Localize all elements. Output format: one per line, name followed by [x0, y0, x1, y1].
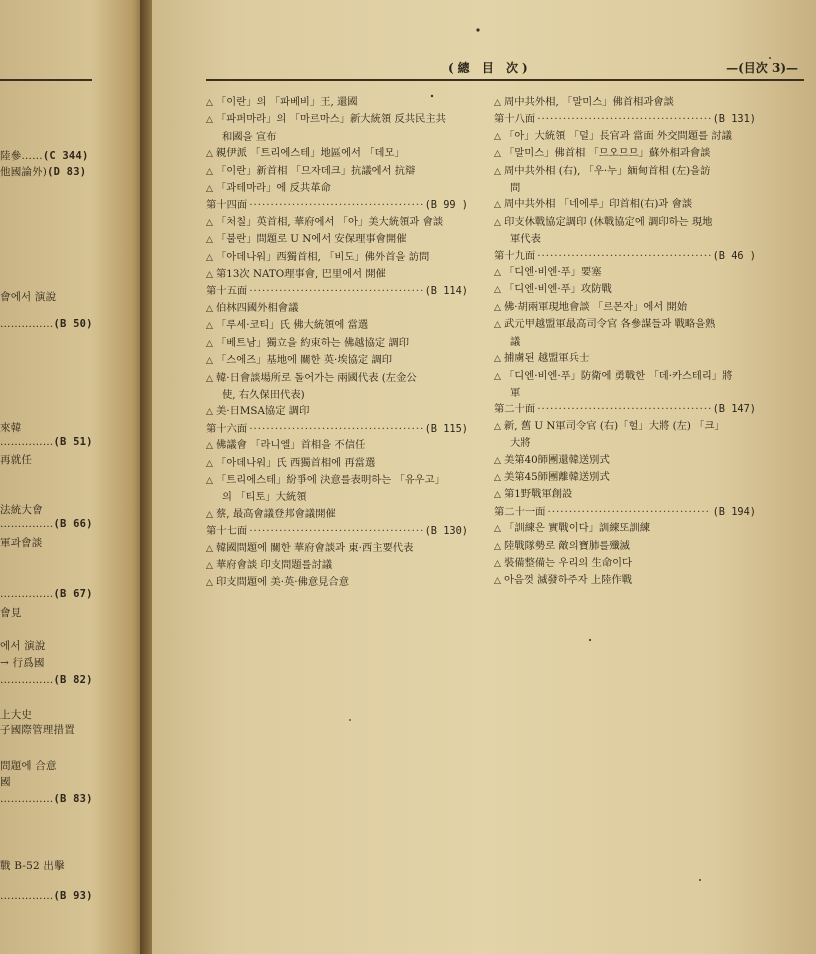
triangle-bullet-icon: △: [206, 441, 213, 452]
toc-item-text: 「디엔·비엔·푸」攻防戰: [504, 283, 612, 296]
page-header: [208, 57, 802, 79]
triangle-bullet-icon: △: [206, 270, 213, 281]
left-page-line: [0, 436, 93, 448]
triangle-bullet-icon: △: [206, 321, 213, 332]
toc-item-text: 「아데나워」氏 西獨首相에 再當選: [216, 456, 376, 469]
left-page-fragment: [0, 0, 150, 954]
section-page-ref: (B 114): [424, 285, 468, 298]
triangle-bullet-icon: △: [494, 302, 501, 313]
left-page-line-text: 問題에 合意: [0, 760, 57, 772]
section-label: 第十四面: [206, 199, 248, 212]
left-page-line: [0, 793, 93, 805]
toc-item: [206, 455, 468, 472]
toc-item-text: 「파퍼마라」의 「마르마스」新大統領 反共民主共: [216, 113, 446, 126]
triangle-bullet-icon: △: [494, 421, 501, 432]
triangle-bullet-icon: △: [206, 407, 213, 418]
toc-item: [206, 437, 468, 454]
toc-item-text: 伯林四國外相會議: [216, 301, 299, 314]
section-label: 第十九面: [494, 249, 536, 262]
toc-item: [206, 300, 468, 317]
toc-item: [206, 352, 468, 369]
toc-item: [494, 368, 756, 402]
triangle-bullet-icon: △: [206, 166, 213, 177]
dot-leader: [249, 197, 422, 213]
left-page-line-ref: (D 83): [47, 166, 87, 178]
page-title: (總 目 次): [448, 61, 532, 75]
triangle-bullet-icon: △: [206, 252, 213, 263]
dot-leader: [249, 421, 422, 437]
toc-item-text: 「루세·코티」氏 佛大統領에 當選: [216, 319, 369, 332]
toc-item: [494, 196, 756, 213]
toc-item: [206, 540, 468, 557]
left-page-line: [0, 638, 46, 653]
left-page-line-text: 他國論外): [0, 166, 48, 178]
triangle-bullet-icon: △: [206, 235, 213, 246]
triangle-bullet-icon: △: [494, 455, 501, 466]
toc-item-text: 「처칠」英首相, 華府에서 「아」美大統領과 會談: [216, 215, 444, 228]
left-page-line: [0, 164, 86, 179]
dot-leader: [537, 248, 710, 264]
toc-item-text: 周中共外相, 「말미스」佛首相과會談: [504, 96, 674, 108]
left-page-line-ref: (B 66): [53, 518, 93, 530]
left-page-line: [0, 890, 93, 902]
toc-item: [494, 281, 756, 298]
triangle-bullet-icon: △: [206, 475, 213, 486]
triangle-bullet-icon: △: [494, 541, 501, 552]
left-page-line-ref: (B 93): [53, 890, 93, 902]
toc-item-text: 韓國問題에 關한 華府會談과 東·西主要代表: [216, 541, 414, 554]
toc-item-continuation: 軍: [510, 386, 521, 399]
toc-item-continuation: 軍代表: [510, 233, 541, 246]
left-page-line: [0, 318, 93, 330]
left-page-line-ref: (C 344): [42, 150, 89, 162]
section-page-ref: (B 46 ): [712, 249, 756, 262]
toc-item-continuation: 議: [510, 335, 521, 348]
toc-item: [494, 486, 756, 503]
toc-item: [206, 266, 468, 283]
left-page-line-ref: (B 83): [53, 793, 93, 805]
dot-leader: [547, 504, 710, 520]
toc-item-text: 「스에즈」基地에 關한 英·埃協定 調印: [216, 354, 393, 367]
toc-section-heading: [206, 421, 468, 437]
toc-item-text: 佛·胡兩軍現地會談 「르몬자」에서 開始: [504, 300, 688, 313]
toc-item-text: 「베트남」獨立을 約束하는 佛越協定 調印: [216, 336, 410, 349]
toc-item: [206, 145, 468, 162]
left-page-line-text: 軍과會談: [0, 537, 43, 549]
left-page-line-ref: (B 67): [53, 588, 93, 600]
triangle-bullet-icon: △: [206, 356, 213, 367]
left-page-line: [0, 674, 93, 686]
toc-section-heading: [206, 283, 468, 299]
dot-leader: [249, 523, 422, 539]
triangle-bullet-icon: △: [494, 320, 501, 331]
toc-item: [206, 111, 468, 145]
left-page-line-text: ……………: [0, 588, 54, 600]
toc-item-continuation: 大將: [510, 437, 531, 450]
toc-column-right: [494, 94, 756, 590]
toc-item: [206, 370, 468, 404]
left-page-line-text: 陸參……: [0, 150, 43, 162]
toc-item-text: 「과테마라」에 反共革命: [216, 182, 331, 195]
left-page-line: [0, 289, 56, 304]
toc-item-text: 「불란」問題로 U N에서 安保理事會開催: [216, 233, 407, 246]
toc-item: [494, 418, 756, 452]
triangle-bullet-icon: △: [494, 524, 501, 535]
toc-item-text: 第13次 NATO理事會, 巴里에서 開催: [216, 268, 386, 281]
toc-item-text: 「말미스」佛首相 「므오므므」蘇外相과會談: [504, 147, 711, 160]
toc-item-text: 아음껏 滅發하주자 上陸作戰: [504, 574, 633, 587]
toc-item: [494, 214, 756, 248]
left-page-line: [0, 774, 11, 789]
section-label: 第十八面: [494, 113, 536, 126]
triangle-bullet-icon: △: [494, 371, 501, 382]
section-page-ref: (B 194): [712, 505, 756, 518]
toc-item-text: 裝備整備는 우리의 生命이다: [504, 556, 633, 569]
toc-section-heading: [206, 197, 468, 213]
triangle-bullet-icon: △: [206, 184, 213, 195]
left-page-line-text: 戰 B-52 出擊: [0, 860, 65, 872]
triangle-bullet-icon: △: [206, 543, 213, 554]
toc-section-heading: [494, 111, 756, 127]
toc-section-heading: [494, 248, 756, 264]
triangle-bullet-icon: △: [206, 458, 213, 469]
section-label: 第十六面: [206, 422, 248, 435]
toc-item-text: 武元甲越盟軍最高司令官 各參謀들과 戰略을熟: [504, 318, 716, 331]
toc-item: [494, 145, 756, 162]
triangle-bullet-icon: △: [494, 354, 501, 365]
left-page-line: [0, 502, 43, 517]
section-page-ref: (B 147): [712, 403, 756, 416]
toc-item-text: 蔡, 最高會議登邦會議開催: [216, 507, 336, 520]
triangle-bullet-icon: △: [206, 98, 213, 108]
toc-item-text: 印支問題에 美·英·佛意見合意: [216, 576, 350, 589]
left-page-line: [0, 858, 65, 873]
toc-item: [494, 520, 756, 537]
left-page-line-text: 上大史: [0, 709, 33, 721]
toc-item: [206, 214, 468, 231]
left-page-line-text: 國: [0, 776, 11, 788]
triangle-bullet-icon: △: [494, 472, 501, 483]
section-label: 第十五面: [206, 285, 248, 298]
triangle-bullet-icon: △: [494, 131, 501, 142]
left-page-line: [0, 420, 21, 435]
left-page-line-ref: (B 50): [53, 318, 93, 330]
toc-item: [494, 350, 756, 367]
triangle-bullet-icon: △: [494, 576, 501, 587]
toc-item-text: 美第45師團離韓送別式: [504, 470, 610, 483]
toc-item-text: 「이란」의 「파베비」王, 還國: [216, 96, 358, 108]
toc-item: [206, 557, 468, 574]
toc-item-text: 「이란」新首相 「므자데크」抗議에서 抗辯: [216, 164, 416, 177]
toc-item: [494, 469, 756, 486]
toc-item-continuation: 使, 右久保田代表): [222, 388, 305, 401]
toc-item: [494, 128, 756, 145]
toc-item-text: 周中共外相 「네에루」印首相(右)과 會談: [504, 198, 693, 211]
triangle-bullet-icon: △: [494, 149, 501, 160]
toc-item-text: 華府會談 印支問題를討議: [216, 558, 333, 571]
section-page-ref: (B 99 ): [424, 199, 468, 212]
toc-item-text: 陸戰隊勢로 敵의寶肺를殲滅: [504, 539, 630, 552]
left-page-line-text: ……………: [0, 674, 54, 686]
left-page-line: [0, 605, 21, 620]
left-page-line: [0, 655, 45, 670]
left-page-line-text: 子國際管理措置: [0, 724, 75, 736]
toc-item: [206, 403, 468, 420]
toc-item: [494, 538, 756, 555]
dot-leader: [537, 401, 710, 417]
left-page-line-text: ……………: [0, 890, 54, 902]
section-page-ref: (B 115): [424, 422, 468, 435]
left-page-line: [0, 588, 93, 600]
toc-item-text: 韓·日會談場所로 돌어가는 兩國代表 (左金公: [216, 371, 417, 384]
triangle-bullet-icon: △: [494, 268, 501, 279]
toc-item: [494, 94, 756, 111]
left-page-line-text: 會에서 演說: [0, 291, 57, 303]
left-page-line-ref: (B 82): [53, 674, 93, 686]
triangle-bullet-icon: △: [206, 578, 213, 589]
triangle-bullet-icon: △: [494, 558, 501, 569]
dot-leader: [537, 111, 710, 127]
left-page-line-text: → 行爲國: [0, 657, 45, 669]
triangle-bullet-icon: △: [206, 560, 213, 571]
toc-item-text: 美·日MSA協定 調印: [216, 405, 310, 418]
left-page-line-text: 來韓: [0, 422, 22, 434]
section-label: 第二十一面: [494, 505, 546, 518]
toc-item: [206, 180, 468, 197]
toc-column-left: [206, 94, 468, 592]
toc-item-text: 周中共外相 (右), 「우·누」緬甸首相 (左)을訪: [504, 164, 711, 177]
triangle-bullet-icon: △: [494, 200, 501, 211]
toc-item-continuation: 和國을 宣布: [222, 130, 277, 143]
toc-item: [206, 472, 468, 506]
left-page-line-text: ……………: [0, 518, 54, 530]
left-page-line: [0, 722, 75, 737]
left-page-line-text: 再就任: [0, 454, 33, 466]
section-label: 第二十面: [494, 403, 536, 416]
toc-item-continuation: 의 「티토」大統領: [222, 491, 307, 504]
triangle-bullet-icon: △: [494, 98, 501, 108]
left-page-line-text: 에서 演說: [0, 640, 46, 652]
toc-item: [494, 452, 756, 469]
triangle-bullet-icon: △: [494, 490, 501, 501]
toc-item-text: 「아데나워」西獨首相, 「비도」佛外首을 訪問: [216, 250, 430, 263]
toc-item: [494, 572, 756, 589]
right-page: [152, 0, 816, 954]
triangle-bullet-icon: △: [494, 285, 501, 296]
left-page-line: [0, 758, 57, 773]
triangle-bullet-icon: △: [206, 338, 213, 349]
triangle-bullet-icon: △: [206, 373, 213, 384]
left-page-line-text: 會見: [0, 607, 22, 619]
toc-item-text: 「트리에스테」紛爭에 決意를表明하는 「유우고」: [216, 473, 445, 486]
toc-item: [206, 335, 468, 352]
toc-item-text: 捕虜된 越盟軍兵士: [504, 352, 590, 365]
left-page-line: [0, 148, 88, 163]
toc-item-continuation: 問: [510, 182, 521, 195]
left-page-line-ref: (B 51): [53, 436, 93, 448]
triangle-bullet-icon: △: [206, 115, 213, 126]
toc-item-text: 「디엔·비엔·푸」要塞: [504, 266, 602, 279]
left-page-line-text: ……………: [0, 793, 54, 805]
triangle-bullet-icon: △: [206, 303, 213, 314]
triangle-bullet-icon: △: [494, 217, 501, 228]
toc-item-text: 「아」大統領 「덜」長官과 當面 外交問題를 討議: [504, 129, 732, 142]
header-rule: [206, 79, 804, 81]
dot-leader: [249, 283, 422, 299]
toc-item-text: 新, 舊 U N軍司令官 (右)「헐」大將 (左) 「크」: [504, 419, 725, 432]
left-page-line-text: ……………: [0, 436, 54, 448]
triangle-bullet-icon: △: [206, 217, 213, 228]
toc-item: [494, 299, 756, 316]
toc-item: [206, 506, 468, 523]
toc-item: [206, 94, 468, 111]
toc-item: [494, 163, 756, 197]
page-number: —(目次 3)—: [726, 61, 798, 75]
left-header-rule: [0, 79, 92, 81]
left-page-line: [0, 535, 42, 550]
left-page-line: [0, 707, 32, 722]
section-label: 第十七面: [206, 525, 248, 538]
toc-item-text: 「訓練은 實戰이다」訓練또訓練: [504, 522, 651, 535]
toc-section-heading: [494, 401, 756, 417]
left-page-line-text: 法統大會: [0, 504, 43, 516]
triangle-bullet-icon: △: [494, 166, 501, 177]
toc-section-heading: [206, 523, 468, 539]
left-page-line: [0, 452, 32, 467]
section-page-ref: (B 131): [712, 113, 756, 126]
toc-item: [494, 555, 756, 572]
toc-item: [206, 231, 468, 248]
left-page-line-text: ……………: [0, 318, 54, 330]
toc-item: [494, 316, 756, 350]
toc-item: [206, 317, 468, 334]
toc-item-text: 第1野戰軍創設: [504, 488, 573, 501]
toc-section-heading: [494, 504, 756, 520]
triangle-bullet-icon: △: [206, 509, 213, 520]
toc-item-text: 「디엔·비엔·푸」防衛에 勇戰한 「데·카스테리」將: [504, 369, 733, 382]
toc-item-text: 親伊派 「트리에스테」地區에서 「데모」: [216, 147, 405, 160]
toc-item: [206, 163, 468, 180]
toc-item-text: 佛議會 「라니엘」首相을 不信任: [216, 439, 366, 452]
toc-item: [206, 574, 468, 591]
toc-item-text: 美第40師團還韓送別式: [504, 453, 610, 466]
toc-item: [206, 249, 468, 266]
toc-item-text: 印支休戰協定調印 (休戰協定에 調印하는 現地: [504, 215, 713, 228]
section-page-ref: (B 130): [424, 525, 468, 538]
triangle-bullet-icon: △: [206, 149, 213, 160]
toc-item: [494, 264, 756, 281]
left-page-line: [0, 518, 93, 530]
